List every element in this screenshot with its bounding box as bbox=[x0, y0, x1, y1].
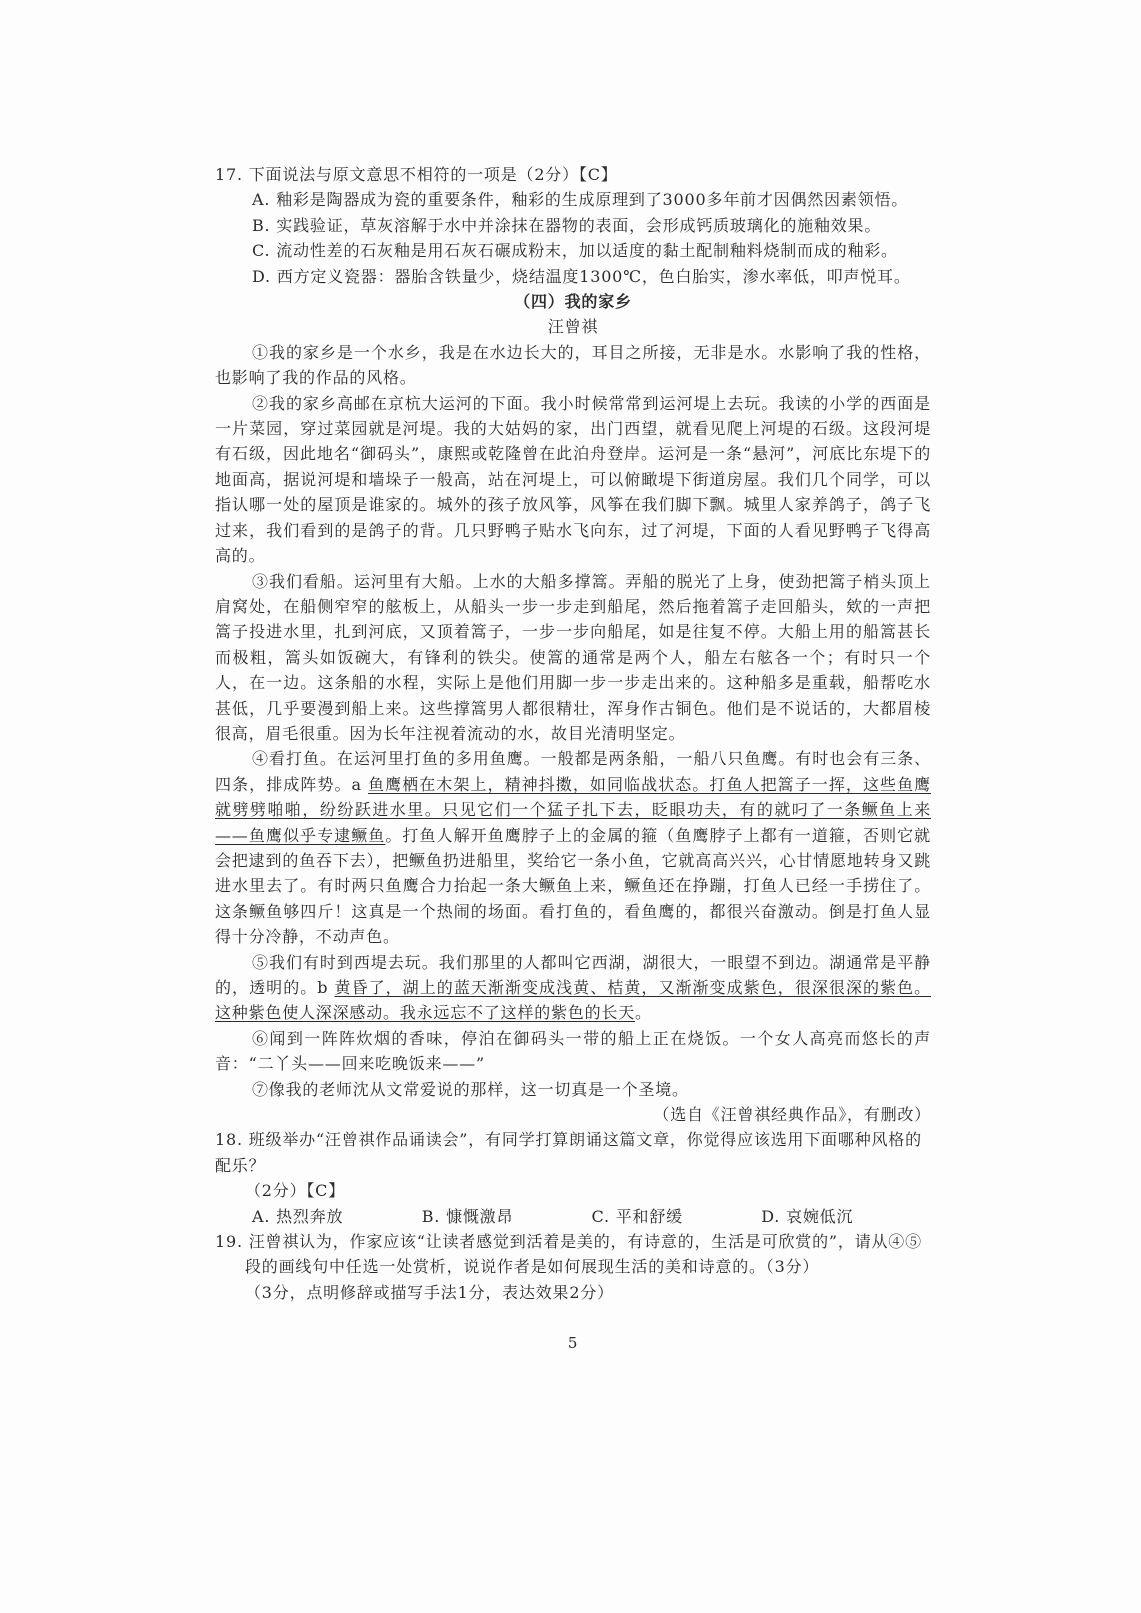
p4-text-before: ④看打鱼。在运河里打鱼的多用鱼鹰。一般都是两条船，一船八只鱼鹰。有时也会有三条、四条，排成阵势。a bbox=[215, 749, 931, 794]
q18-option-d: D. 哀婉低沉 bbox=[761, 1206, 854, 1226]
question-18-stem: 18. 班级举办“汪曾祺作品诵读会”，有同学打算朗诵这篇文章，你觉得应该选用下面哪种风格的配乐？ bbox=[215, 1130, 922, 1175]
question-19-stem: 19. 汪曾祺认为，作家应该“让读者感觉到活着是美的，有诗意的，生活是可欣赏的”，请从④⑤段的画线句中任选一处赏析，说说作者是如何展现生活的美和诗意的。（3分） bbox=[215, 1232, 922, 1277]
question-17-stem: 17. 下面说法与原文意思不相符的一项是（2分）【C】 bbox=[215, 165, 618, 184]
paragraph-4 bbox=[215, 746, 931, 949]
p4-text-after: 。打鱼人解开鱼鹰脖子上的金属的箍（鱼鹰脖子上都有一道箍，否则它就会把逮到的鱼吞下去），把鳜鱼扔进船里，奖给它一条小鱼，它就高高兴兴，心甘情愿地转身又跳进水里去了。有时两只鱼鹰合力抬起一条大鳜鱼上来，鳜鱼还在挣蹦，打鱼人已经一手捞住了。这条鳜鱼够四斤！这真是一个热闹的场面。看打鱼的，看鱼鹰的，都很兴奋激动。倒是打鱼人显得十分冷静，不动声色。 bbox=[215, 825, 931, 947]
underlined-sentence-b: 黄昏了，湖上的蓝天渐渐变成浅黄、桔黄，又渐渐变成紫色，很深很深的紫色。这种紫色使人深深感动。我永远忘不了这样的紫色的长天 bbox=[215, 978, 931, 1023]
article-source: （选自《汪曾祺经典作品》，有删改） bbox=[653, 1105, 931, 1125]
q18-option-b: B. 慷慨激昂 bbox=[421, 1206, 514, 1226]
article-title: （四）我的家乡 bbox=[514, 292, 632, 312]
paragraph-6: ⑥闻到一阵阵炊烟的香味，停泊在御码头一带的船上正在烧饭。一个女人高亮而悠长的声音：“二丫头——回来吃晚饭来——” bbox=[215, 1028, 931, 1074]
q18-options bbox=[252, 1204, 931, 1229]
q17-option-a: A. 釉彩是陶器成为瓷的重要条件，釉彩的生成原理到了3000多年前才因偶然因素领悟。 bbox=[252, 190, 909, 210]
q18-score: （2分）【C】 bbox=[245, 1181, 346, 1201]
exam-page bbox=[215, 0, 931, 1353]
p5-text-before: ⑤我们有时到西堤去玩。我们那里的人都叫它西湖，湖很大，一眼望不到边。湖通常是平静的，透明的。b bbox=[215, 952, 931, 997]
p5-text-after: 。 bbox=[635, 1003, 652, 1023]
q17-option-b: B. 实践验证，草灰溶解于水中并涂抹在器物的表面，会形成钙质玻璃化的施釉效果。 bbox=[252, 215, 882, 235]
article-author: 汪曾祺 bbox=[547, 317, 599, 337]
q17-option-d: D. 西方定义瓷器：器胎含铁量少，烧结温度1300℃，色白胎实，渗水率低，叩声悦耳。 bbox=[252, 266, 911, 286]
q17-option-c: C. 流动性差的石灰釉是用石灰石碾成粉末，加以适度的黏土配制釉料烧制而成的釉彩。 bbox=[252, 241, 898, 261]
underlined-sentence-a: 鱼鹰栖在木架上，精神抖擞，如同临战状态。打鱼人把篙子一挥，这些鱼鹰就劈劈啪啪，纷纷跃进水里。只见它们一个猛子扎下去，眨眼功夫，有的就叼了一条鳜鱼上来——鱼鹰似乎专逮鳜鱼 bbox=[215, 774, 931, 845]
paragraph-7: ⑦像我的老师沈从文常爱说的那样，这一切真是一个圣境。 bbox=[252, 1079, 689, 1099]
paragraph-5 bbox=[215, 950, 931, 1026]
q18-option-a: A. 热烈奔放 bbox=[252, 1206, 344, 1226]
q18-option-c: C. 平和舒缓 bbox=[591, 1206, 683, 1226]
paragraph-2: ②我的家乡高邮在京杭大运河的下面。我小时候常常到运河堤上去玩。我读的小学的西面是一片菜园，穿过菜园就是河堤。我的大姑妈的家，出门西望，就看见爬上河堤的石级。这段河堤有石级，因此地名“御码头”，康熙或乾隆曾在此泊舟登岸。运河是一条“悬河”，河底比东堤下的地面高，据说河堤和墙垛子一般高，站在河堤上，可以俯瞰堤下街道房屋。我们几个同学，可以指认哪一处的屋顶是谁家的。城外的孩子放风筝，风筝在我们脚下飘。城里人家养鸽子，鸽子飞过来，我们看到的是鸽子的背。几只野鸭子贴水飞向东，过了河堤，下面的人看见野鸭子飞得高高的。 bbox=[215, 393, 931, 566]
paragraph-1: ①我的家乡是一个水乡，我是在水边长大的，耳目之所接，无非是水。水影响了我的性格，也影响了我的作品的风格。 bbox=[215, 342, 931, 388]
page-number: 5 bbox=[567, 1334, 579, 1353]
q19-scoring-note: （3分，点明修辞或描写手法1分，表达效果2分） bbox=[245, 1282, 614, 1302]
paragraph-3: ③我们看船。运河里有大船。上水的大船多撑篙。弄船的脱光了上身，使劲把篙子梢头顶上肩窝处，在船侧窄窄的舷板上，从船头一步一步走到船尾，然后拖着篙子走回船头，欸的一声把篙子投进水里，扎到河底，又顶着篙子，一步一步向船尾，如是往复不停。大船上用的船篙甚长而极粗，篙头如饭碗大，有锋利的铁尖。使篙的通常是两个人，船左右舷各一个；有时只一个人，在一边。这条船的水程，实际上是他们用脚一步一步走出来的。这种船多是重载，船帮吃水甚低，几乎要漫到船上来。这些撑篙男人都很精壮，浑身作古铜色。他们是不说话的，大都眉棱很高，眉毛很重。因为长年注视着流动的水，故目光清明坚定。 bbox=[215, 571, 931, 743]
